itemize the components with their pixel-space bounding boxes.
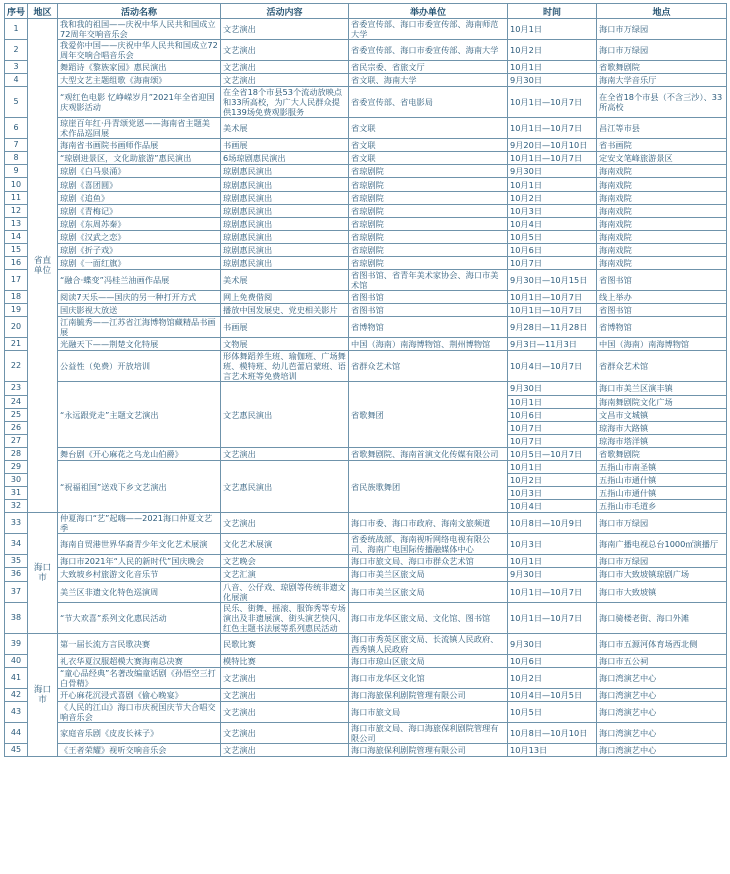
organizer: 省委宣传部、海口市委宣传部、海南师范大学 [349,19,508,40]
organizer: 省琼剧院 [349,243,508,256]
row-seq: 32 [5,500,28,513]
activity-location: 海口湾演艺中心 [597,743,727,756]
activity-time: 10月1日—10月7日 [508,118,597,139]
table-row [5,178,727,191]
table-row [5,743,727,756]
activity-location: 省歌舞剧院 [597,447,727,460]
organizer: 省图书馆、省青年美术家协会、海口市美术馆 [349,270,508,291]
activity-time: 10月1日—10月7日 [508,304,597,317]
activity-location: 五指山市南圣镇 [597,460,727,473]
header-location: 地点 [597,4,727,19]
activity-location: 五指山市毛道乡 [597,500,727,513]
row-seq: 44 [5,722,28,743]
activity-name: “祝福祖国”送戏下乡文艺演出 [58,460,221,512]
activity-time: 10月4日—10月5日 [508,688,597,701]
activity-content: 文化艺术展演 [221,534,349,555]
organizer: 省图书馆 [349,304,508,317]
activity-time: 10月1日 [508,395,597,408]
activity-location: 海南戏院 [597,257,727,270]
activity-content: 文艺演出 [221,722,349,743]
activity-content: 书画展 [221,317,349,338]
row-seq: 30 [5,474,28,487]
activity-time: 10月1日—10月7日 [508,291,597,304]
row-seq: 29 [5,460,28,473]
row-seq: 45 [5,743,28,756]
activity-location: 海口湾演艺中心 [597,701,727,722]
activity-time: 10月8日—10月9日 [508,513,597,534]
table-row [5,338,727,351]
activity-time: 10月1日—10月7日 [508,152,597,165]
activity-time: 10月1日 [508,460,597,473]
organizer: 省民宗委、省旅文厅 [349,61,508,74]
row-seq: 40 [5,654,28,667]
activity-time: 10月3日 [508,534,597,555]
row-seq: 35 [5,555,28,568]
row-seq: 1 [5,19,28,40]
activity-time: 10月1日—10月7日 [508,581,597,602]
table-row [5,688,727,701]
activity-time: 10月5日 [508,230,597,243]
activity-location: 海口湾演艺中心 [597,667,727,688]
row-seq: 13 [5,217,28,230]
activity-content: 在全省18个市县53个流动放映点和33所高校，为广大人民群众提供139场免费观影服务 [221,87,349,118]
activity-location: 海口湾演艺中心 [597,688,727,701]
row-seq: 18 [5,291,28,304]
activity-content: 模特比赛 [221,654,349,667]
activity-schedule-table [4,3,727,757]
activity-name: 家庭音乐剧《皮皮长袜子》 [58,722,221,743]
activity-location: 省图书馆 [597,270,727,291]
row-seq: 34 [5,534,28,555]
activity-location: 海口市万绿园 [597,40,727,61]
activity-location: 省图书馆 [597,304,727,317]
organizer: 省群众艺术馆 [349,351,508,382]
activity-content: 文艺演出 [221,61,349,74]
organizer: 省琼剧院 [349,178,508,191]
activity-location: 海口湾演艺中心 [597,722,727,743]
organizer: 省文联 [349,139,508,152]
row-seq: 26 [5,421,28,434]
header-activity-name: 活动名称 [58,4,221,19]
organizer: 海口市龙华区文化馆 [349,667,508,688]
activity-time: 9月30日 [508,165,597,178]
activity-content: 6场琼剧惠民演出 [221,152,349,165]
table-row [5,152,727,165]
activity-time: 10月4日 [508,500,597,513]
table-row [5,243,727,256]
activity-location: 海南戏院 [597,191,727,204]
table-row [5,534,727,555]
header-organizer: 举办单位 [349,4,508,19]
activity-content: 文物展 [221,338,349,351]
activity-time: 10月13日 [508,743,597,756]
activity-time: 10月1日 [508,19,597,40]
activity-time: 9月30日 [508,568,597,581]
organizer: 海口市旅文局、海口市群众艺术馆 [349,555,508,568]
organizer: 海口市旅文局、海口海旅保利剧院管理有限公司 [349,722,508,743]
row-seq: 21 [5,338,28,351]
activity-content: 形体舞蹈养生班、瑜伽班、广场舞班、模特班、幼儿芭蕾启蒙班、语言艺术班等免费培训 [221,351,349,382]
table-row [5,40,727,61]
activity-location: 海口市万绿园 [597,555,727,568]
activity-name: 琼剧《白马泉涌》 [58,165,221,178]
activity-location: 海口市美兰区演丰镇 [597,382,727,395]
row-seq: 41 [5,667,28,688]
activity-time: 9月30日—10月15日 [508,270,597,291]
table-row [5,191,727,204]
activity-time: 10月4日 [508,217,597,230]
activity-time: 9月30日 [508,633,597,654]
activity-time: 9月3日—11月3日 [508,338,597,351]
activity-content: 文艺演出 [221,513,349,534]
table-row [5,61,727,74]
region-provincial: 省直单位 [28,19,58,513]
activity-name: 琼剧《青梅记》 [58,204,221,217]
activity-name: 礼衣华夏汉服超模大赛海南总决赛 [58,654,221,667]
header-time: 时间 [508,4,597,19]
activity-location: 海南戏院 [597,230,727,243]
row-seq: 31 [5,487,28,500]
organizer: 省琼剧院 [349,191,508,204]
activity-name: 《王者荣耀》视听交响音乐会 [58,743,221,756]
activity-time: 10月7日 [508,257,597,270]
activity-location: 五指山市通什镇 [597,474,727,487]
activity-name: 琼剧《追鱼》 [58,191,221,204]
activity-location: 海口市万绿园 [597,513,727,534]
activity-name: “琼剧进景区，文化助旅游”惠民演出 [58,152,221,165]
activity-location: 海南舞剧院文化广场 [597,395,727,408]
activity-content: 播放中国发展史、党史相关影片 [221,304,349,317]
activity-name: 琼剧《一面红旗》 [58,257,221,270]
row-seq: 22 [5,351,28,382]
table-row [5,19,727,40]
activity-location: 海南戏院 [597,165,727,178]
activity-location: 海口市万绿园 [597,19,727,40]
activity-content: 网上免费借阅 [221,291,349,304]
activity-name: “童心品经典”名著改编童话剧《孙悟空三打白骨精》 [58,667,221,688]
region-haikou: 海口市 [28,513,58,633]
organizer: 省文联 [349,152,508,165]
table-row [5,568,727,581]
activity-name: 琼崖百年红·丹青颂党恩——海南省主题美术作品巡回展 [58,118,221,139]
row-seq: 16 [5,257,28,270]
activity-content: 美术展 [221,270,349,291]
row-seq: 19 [5,304,28,317]
activity-content: 文艺演出 [221,74,349,87]
activity-location: 省歌舞剧院 [597,61,727,74]
table-row [5,270,727,291]
activity-content: 文艺汇演 [221,568,349,581]
activity-name: 《人民的江山》海口市庆祝国庆节大合唱交响音乐会 [58,701,221,722]
organizer: 海口市秀英区旅文局、长流镇人民政府、西秀镇人民政府 [349,633,508,654]
row-seq: 2 [5,40,28,61]
row-seq: 7 [5,139,28,152]
table-row [5,230,727,243]
organizer: 省歌舞剧院、海南首演文化传媒有限公司 [349,447,508,460]
activity-time: 9月30日 [508,74,597,87]
activity-time: 9月28日—11月28日 [508,317,597,338]
activity-time: 10月2日 [508,191,597,204]
header-row [5,4,727,19]
activity-time: 9月30日 [508,382,597,395]
row-seq: 39 [5,633,28,654]
activity-location: 海南戏院 [597,204,727,217]
activity-name: 江南毓秀——江苏省江海博物馆藏精品书画展 [58,317,221,338]
activity-time: 10月5日 [508,701,597,722]
activity-name: 国庆影视大放送 [58,304,221,317]
activity-content: 文艺演出 [221,19,349,40]
activity-content: 文艺惠民演出 [221,460,349,512]
activity-location: 线上举办 [597,291,727,304]
table-row [5,555,727,568]
activity-location: 海口市大致坡镇琼剧广场 [597,568,727,581]
organizer: 省委宣传部、海口市委宣传部、海南大学 [349,40,508,61]
table-row [5,602,727,633]
organizer: 省琼剧院 [349,230,508,243]
activity-content: 琼剧惠民演出 [221,230,349,243]
organizer: 省民族歌舞团 [349,460,508,512]
row-seq: 15 [5,243,28,256]
activity-time: 10月5日—10月7日 [508,447,597,460]
organizer: 省图书馆 [349,291,508,304]
row-seq: 25 [5,408,28,421]
table-row [5,257,727,270]
activity-content: 八音、公仔戏、琼剧等传统非遗文化展演 [221,581,349,602]
activity-location: 省博物馆 [597,317,727,338]
activity-time: 9月20日—10月10日 [508,139,597,152]
row-seq: 33 [5,513,28,534]
activity-content: 民乐、街舞、摇滚、服饰秀等专场演出及非遗展演、街头演艺快闪、红色主题书法展等系列惠民活动 [221,602,349,633]
table-row [5,447,727,460]
row-seq: 28 [5,447,28,460]
activity-name: 大致坡乡村旅游文化音乐节 [58,568,221,581]
row-seq: 14 [5,230,28,243]
activity-content: 美术展 [221,118,349,139]
row-seq: 8 [5,152,28,165]
activity-content: 书画展 [221,139,349,152]
activity-name: 海南省书画院书画师作品展 [58,139,221,152]
organizer: 省琼剧院 [349,165,508,178]
activity-location: 海南戏院 [597,217,727,230]
activity-time: 10月7日 [508,434,597,447]
row-seq: 12 [5,204,28,217]
activity-name: 阅读7天乐——国庆的另一种打开方式 [58,291,221,304]
activity-name: 美兰区非遗文化特色巡演周 [58,581,221,602]
activity-content: 琼剧惠民演出 [221,165,349,178]
organizer: 海口海旅保利剧院管理有限公司 [349,688,508,701]
activity-time: 10月2日 [508,40,597,61]
organizer: 省琼剧院 [349,257,508,270]
table-row [5,513,727,534]
organizer: 省歌舞团 [349,382,508,447]
activity-name: “永远跟党走”主题文艺演出 [58,382,221,447]
row-seq: 9 [5,165,28,178]
activity-time: 10月6日 [508,243,597,256]
activity-time: 10月2日 [508,474,597,487]
activity-location: 海南广播电视总台1000㎡演播厅 [597,534,727,555]
activity-name: 琼剧《汉武之恋》 [58,230,221,243]
table-row [5,139,727,152]
row-seq: 4 [5,74,28,87]
organizer: 省文联、海南大学 [349,74,508,87]
activity-name: 舞台剧《开心麻花之乌龙山伯爵》 [58,447,221,460]
activity-content: 文艺演出 [221,667,349,688]
table-row [5,291,727,304]
activity-time: 10月8日—10月10日 [508,722,597,743]
table-row [5,87,727,118]
activity-content: 文艺演出 [221,40,349,61]
activity-location: 省书画院 [597,139,727,152]
organizer: 省琼剧院 [349,204,508,217]
activity-name: “节大欢喜”系列文化惠民活动 [58,602,221,633]
activity-content: 文艺演出 [221,447,349,460]
row-seq: 27 [5,434,28,447]
table-row [5,701,727,722]
table-row [5,722,727,743]
activity-time: 10月7日 [508,421,597,434]
activity-location: 在全省18个市县（不含三沙）、33所高校 [597,87,727,118]
row-seq: 23 [5,382,28,395]
activity-time: 10月6日 [508,408,597,421]
organizer: 省委宣传部、省电影局 [349,87,508,118]
organizer: 省博物馆 [349,317,508,338]
activity-location: 海口市五公祠 [597,654,727,667]
table-row [5,74,727,87]
header-activity-content: 活动内容 [221,4,349,19]
table-row [5,581,727,602]
activity-time: 10月1日 [508,555,597,568]
table-row [5,304,727,317]
activity-name: 开心麻花沉浸式喜剧《偷心晚宴》 [58,688,221,701]
row-seq: 6 [5,118,28,139]
activity-name: 舞蹈诗《黎族家园》惠民演出 [58,61,221,74]
activity-time: 10月1日 [508,178,597,191]
activity-name: 第一届长流方言民歌决赛 [58,633,221,654]
activity-location: 琼海市塔洋镇 [597,434,727,447]
activity-content: 琼剧惠民演出 [221,257,349,270]
table-row [5,217,727,230]
table-row [5,118,727,139]
activity-content: 文艺惠民演出 [221,382,349,447]
row-seq: 36 [5,568,28,581]
activity-name: 琼剧《喜团圆》 [58,178,221,191]
activity-time: 10月1日 [508,61,597,74]
activity-content: 琼剧惠民演出 [221,178,349,191]
table-row [5,667,727,688]
activity-location: 定安文笔峰旅游景区 [597,152,727,165]
organizer: 海口市龙华区旅文局、文化馆、图书馆 [349,602,508,633]
row-seq: 5 [5,87,28,118]
activity-location: 海南戏院 [597,243,727,256]
activity-content: 琼剧惠民演出 [221,243,349,256]
activity-name: 光融天下——荆楚文化特展 [58,338,221,351]
row-seq: 43 [5,701,28,722]
header-seq: 序号 [5,4,28,19]
activity-name: 大型文艺主题组歌《海南颂》 [58,74,221,87]
activity-name: “观红色电影 忆峥嵘岁月”2021年全省迎国庆观影活动 [58,87,221,118]
activity-location: 昌江等市县 [597,118,727,139]
activity-content: 琼剧惠民演出 [221,191,349,204]
activity-name: “融合·蝶变”冯桂兰油画作品展 [58,270,221,291]
table-row [5,654,727,667]
activity-location: 海口骑楼老街、海口外滩 [597,602,727,633]
activity-name: 琼剧《折子戏》 [58,243,221,256]
organizer: 省文联 [349,118,508,139]
activity-name: 海口市2021年“人民的新时代”国庆晚会 [58,555,221,568]
row-seq: 20 [5,317,28,338]
activity-location: 海口市大致坡镇 [597,581,727,602]
organizer: 海口市美兰区旅文局 [349,568,508,581]
activity-content: 琼剧惠民演出 [221,217,349,230]
table-row [5,317,727,338]
table-row [5,633,727,654]
activity-name: 我和我的祖国——庆祝中华人民共和国成立72周年交响音乐会 [58,19,221,40]
row-seq: 37 [5,581,28,602]
activity-name: 我爱你中国——庆祝中华人民共和国成立72周年交响合唱音乐会 [58,40,221,61]
row-seq: 17 [5,270,28,291]
row-seq: 24 [5,395,28,408]
table-row [5,460,727,473]
organizer: 省琼剧院 [349,217,508,230]
organizer: 省委统战部、海南视听网络电视有限公司、海南广电国际传播融媒体中心 [349,534,508,555]
activity-time: 10月1日—10月7日 [508,602,597,633]
activity-time: 10月3日 [508,204,597,217]
activity-content: 琼剧惠民演出 [221,204,349,217]
activity-location: 海口市五源河体育场西北侧 [597,633,727,654]
activity-time: 10月4日—10月7日 [508,351,597,382]
activity-name: 仲夏海口“艺”起嗨——2021海口仲夏文艺季 [58,513,221,534]
activity-content: 民歌比赛 [221,633,349,654]
organizer: 海口海旅保利剧院管理有限公司 [349,743,508,756]
activity-location: 文昌市文城镇 [597,408,727,421]
organizer: 中国（海南）南海博物馆、荆州博物馆 [349,338,508,351]
organizer: 海口市琼山区旅文局 [349,654,508,667]
activity-location: 琼海市大路镇 [597,421,727,434]
organizer: 海口市委、海口市政府、海南文旅频道 [349,513,508,534]
organizer: 海口市旅文局 [349,701,508,722]
row-seq: 42 [5,688,28,701]
activity-content: 文艺演出 [221,743,349,756]
activity-location: 省群众艺术馆 [597,351,727,382]
header-region: 地区 [28,4,58,19]
region-haikou: 海口市 [28,633,58,756]
activity-time: 10月6日 [508,654,597,667]
table-row [5,351,727,382]
activity-content: 文艺晚会 [221,555,349,568]
activity-content: 文艺演出 [221,701,349,722]
activity-name: 公益性（免费）开放培训 [58,351,221,382]
activity-location: 海南戏院 [597,178,727,191]
activity-location: 中国（海南）南海博物馆 [597,338,727,351]
activity-time: 10月1日—10月7日 [508,87,597,118]
table-row [5,165,727,178]
row-seq: 38 [5,602,28,633]
row-seq: 10 [5,178,28,191]
activity-location: 海南大学音乐厅 [597,74,727,87]
table-row [5,204,727,217]
table-row [5,382,727,395]
organizer: 海口市美兰区旅文局 [349,581,508,602]
activity-name: 海南自贸港世界华裔青少年文化艺术展演 [58,534,221,555]
activity-location: 五指山市通什镇 [597,487,727,500]
row-seq: 3 [5,61,28,74]
activity-time: 10月3日 [508,487,597,500]
activity-time: 10月2日 [508,667,597,688]
activity-name: 琼剧《东周苏秦》 [58,217,221,230]
activity-content: 文艺演出 [221,688,349,701]
row-seq: 11 [5,191,28,204]
